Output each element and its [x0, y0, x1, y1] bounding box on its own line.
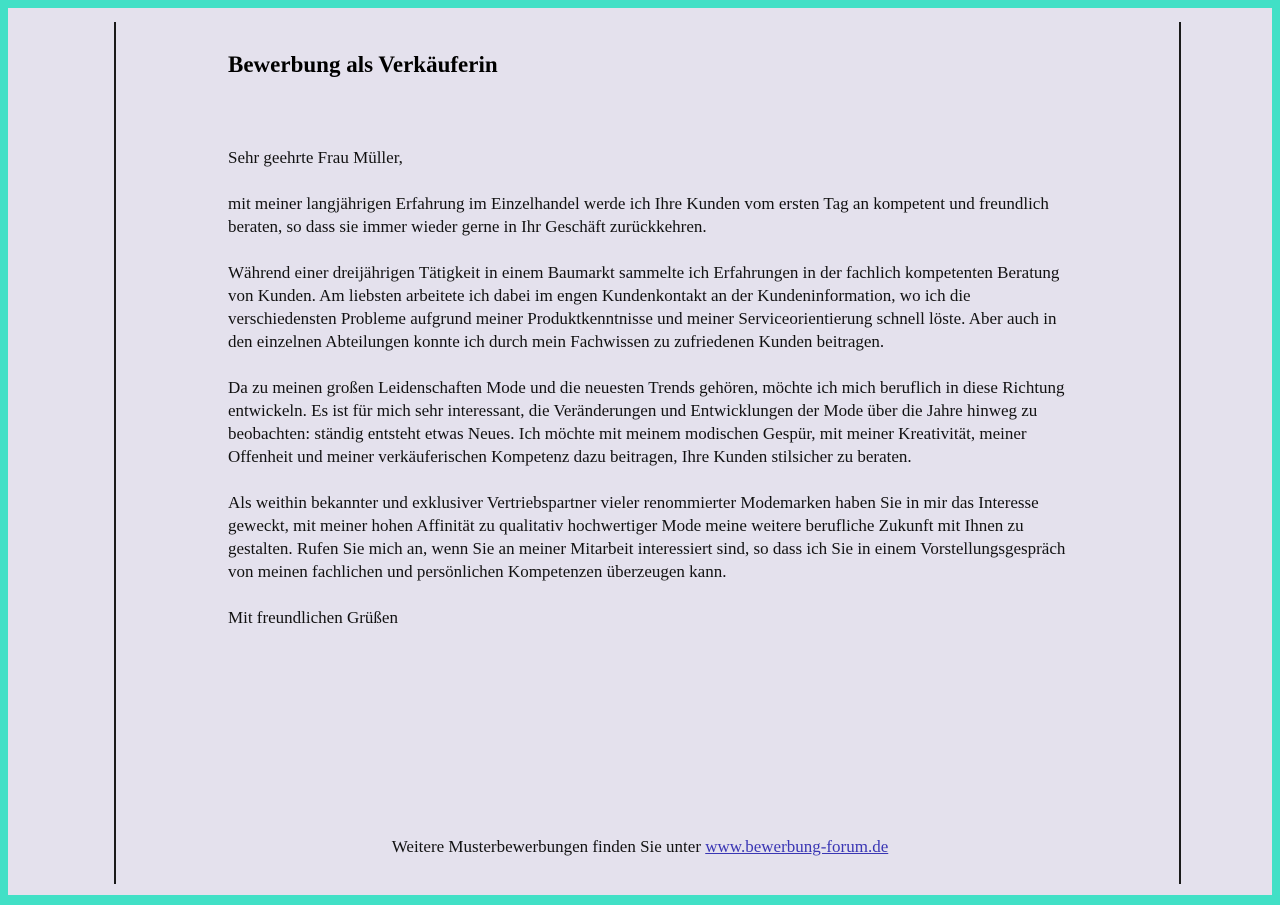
left-vertical-rule — [114, 22, 116, 884]
right-vertical-rule — [1179, 22, 1181, 884]
footer-text: Weitere Musterbewerbungen finden Sie unter — [391, 837, 706, 856]
footer — [8, 837, 1272, 857]
letter-paragraph: Während einer dreijährigen Tätigkeit in einem Baumarkt sammelte ich Erfahrungen in der fachlich kompetenten Beratung von Kunden. Am liebsten arbeitete ich dabei im engen Kundenkontakt an der Kundeninformation, wo ich die verschiedensten Probleme aufgrund meiner Produktkenntnisse und meiner Serviceorientierung schnell löste. Aber auch in den einzelnen Abteilungen konnte ich durch mein Fachwissen zu zufriedenen Kunden beitragen. — [228, 263, 1060, 351]
closing: Mit freundlichen Grüßen — [228, 608, 398, 627]
letter-paragraph: mit meiner langjährigen Erfahrung im Einzelhandel werde ich Ihre Kunden vom ersten Tag an kompetent und freundlich beraten, so dass sie immer wieder gerne in Ihr Geschäft zurückkehren. — [228, 194, 1049, 236]
letter-paragraph: Da zu meinen großen Leidenschaften Mode und die neuesten Trends gehören, möchte ich mich beruflich in diese Richtung entwickeln. Es ist für mich sehr interessant, die Veränderungen und Entwicklungen der Mode über die Jahre hinweg zu beobachten: ständig entsteht etwas Neues. Ich möchte mit meinem modischen Gespür, mit meiner Kreativität, meiner Offenheit und meiner verkäuferischen Kompetenz dazu beitragen, Ihre Kunden stilsicher zu beraten. — [228, 378, 1065, 466]
letter-paragraph: Als weithin bekannter und exklusiver Vertriebspartner vieler renommierter Modemarken haben Sie in mir das Interesse geweckt, mit meiner hohen Affinität zu qualitativ hochwertiger Mode meine weitere berufliche Zukunft mit Ihnen zu gestalten. Rufen Sie mich an, wenn Sie an meiner Mitarbeit interessiert sind, so dass ich Sie in einem Vorstellungsgespräch von meinen fachlichen und persönlichen Kompetenzen überzeugen kann. — [228, 493, 1066, 581]
letter-title: Bewerbung als Verkäuferin — [228, 52, 498, 77]
footer-link[interactable]: www.bewerbung-forum.de — [705, 837, 889, 856]
letter-content — [228, 52, 1076, 629]
letter-page — [8, 8, 1272, 895]
salutation: Sehr geehrte Frau Müller, — [228, 148, 403, 167]
